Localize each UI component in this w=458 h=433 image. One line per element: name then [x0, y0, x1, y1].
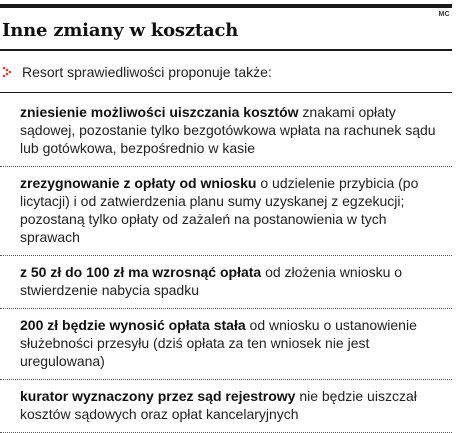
top-rule — [0, 4, 452, 8]
list-item — [0, 256, 452, 309]
list-item — [0, 380, 452, 433]
item-text: od wniosku o ustanowienie służebności przesyłu (dziś opłata za ten wniosek nie jest uregulowana) — [20, 317, 417, 369]
intro-text: Resort sprawiedliwości proponuje także: — [22, 64, 272, 80]
items-list — [0, 92, 452, 433]
list-item — [0, 167, 452, 256]
source-label: MC — [438, 11, 450, 18]
dotted-arrow-icon — [2, 66, 14, 78]
item-text: od złożenia wniosku o stwierdzenie nabycia spadku — [20, 264, 403, 298]
item-headline: kurator wyznaczony przez sąd rejestrowy — [20, 388, 296, 404]
item-headline: zrezygnowanie z opłaty od wniosku — [20, 175, 257, 191]
intro-row — [2, 64, 452, 80]
title-rule — [0, 49, 452, 51]
list-item — [0, 92, 452, 167]
item-text: o udzielenie przybicia (po licytacji) i od zatwierdzenia planu sumy uzyskanej z egzekucji; pozostaną tylko opłaty od zażaleń na postanowienia w tych sprawach — [20, 175, 419, 245]
item-headline: z 50 zł do 100 zł ma wzrosnąć opłata — [20, 264, 262, 280]
item-headline: zniesienie możliwości uiszczania kosztów — [20, 104, 299, 120]
list-item — [0, 309, 452, 380]
item-text: nie będzie uiszczał kosztów sądowych oraz opłat kancelaryjnych — [20, 388, 417, 422]
infographic-title: Inne zmiany w kosztach — [2, 20, 239, 41]
item-text: znakami opłaty sądowej, pozostanie tylko bezgotówkowa wpłata na rachunek sądu lub gotówkowa, bezpośrednio w kasie — [20, 104, 436, 156]
item-headline: 200 zł będzie wynosić opłata stała — [20, 317, 246, 333]
